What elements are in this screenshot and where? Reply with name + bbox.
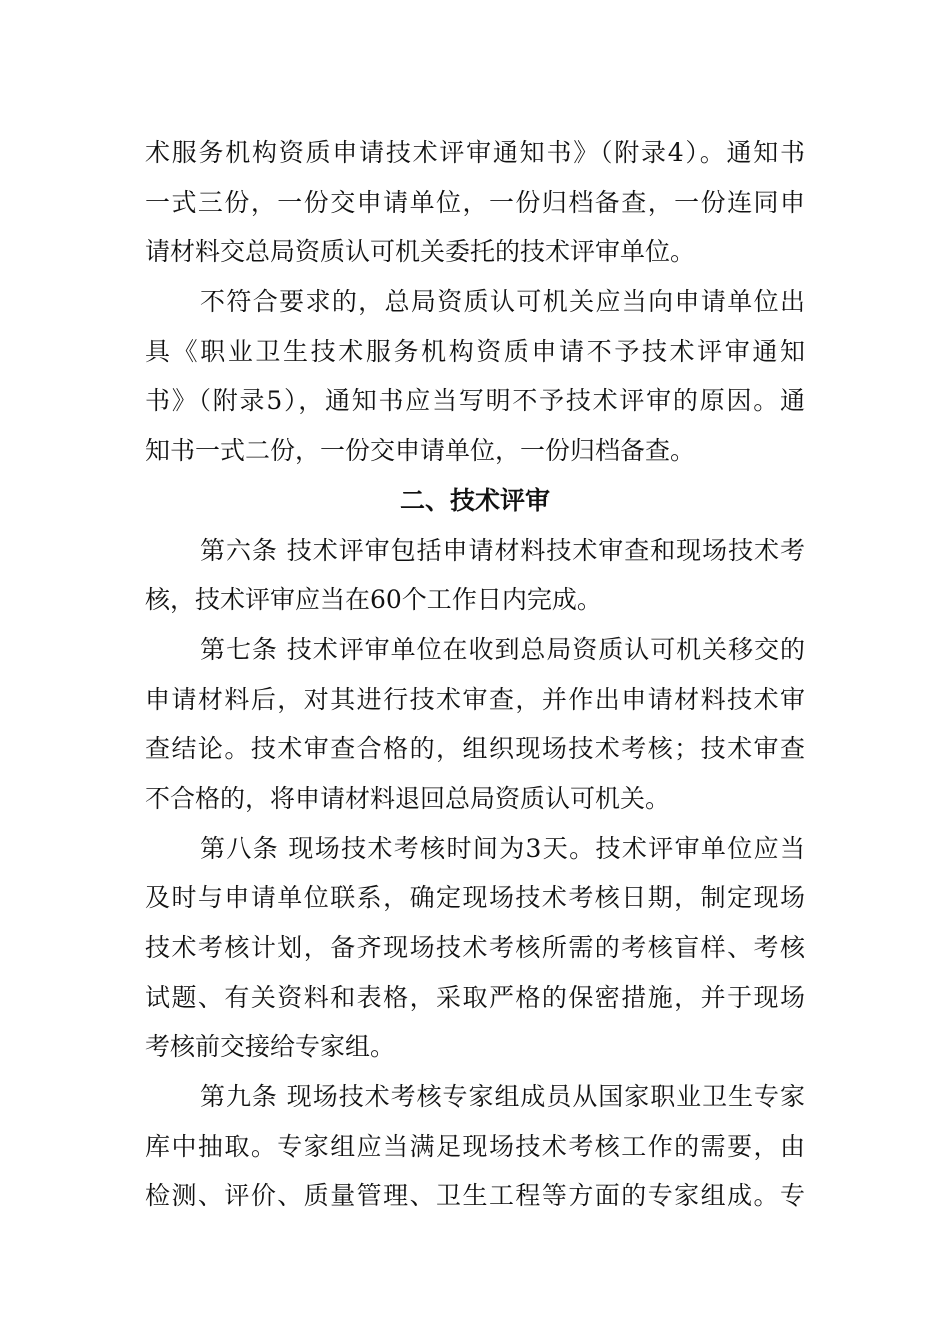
article-7 [145, 625, 805, 824]
text-line: 一式三份，一份交申请单位，一份归档备查，一份连同申 [145, 187, 805, 217]
text-line: 第八条 现场技术考核时间为3天。技术评审单位应当 [200, 833, 805, 863]
text-line: 不符合要求的，总局资质认可机关应当向申请单位出 [200, 287, 805, 317]
text-line: 试题、有关资料和表格，采取严格的保密措施，并于现场 [145, 982, 805, 1012]
text-line: 知书一式二份，一份交申请单位，一份归档备查。 [145, 436, 696, 466]
text-line: 查结论。技术审查合格的，组织现场技术考核；技术审查 [145, 734, 805, 764]
text-line: 不合格的，将申请材料退回总局资质认可机关。 [145, 783, 671, 813]
text-line: 核，技术评审应当在60个工作日内完成。 [145, 585, 602, 615]
text-line: 第九条 现场技术考核专家组成员从国家职业卫生专家 [200, 1082, 805, 1112]
article-9 [145, 1072, 805, 1221]
article-6 [145, 526, 805, 625]
article-8 [145, 824, 805, 1072]
text-line: 请材料交总局资质认可机关委托的技术评审单位。 [145, 237, 696, 267]
text-line: 申请材料后，对其进行技术审查，并作出申请材料技术审 [145, 684, 805, 714]
text-line: 库中抽取。专家组应当满足现场技术考核工作的需要，由 [145, 1131, 805, 1161]
text-line: 术服务机构资质申请技术评审通知书》（附录4）。通知书 [145, 138, 805, 167]
paragraph-rejection [145, 277, 805, 476]
section-heading: 二、技术评审 [399, 485, 550, 515]
text-line: 具《职业卫生技术服务机构资质申请不予技术评审通知 [145, 336, 805, 366]
text-line: 检测、评价、质量管理、卫生工程等方面的专家组成。专 [145, 1181, 805, 1211]
paragraph-continuation [145, 128, 805, 277]
text-line: 考核前交接给专家组。 [145, 1032, 396, 1062]
text-line: 第七条 技术评审单位在收到总局资质认可机关移交的 [200, 634, 805, 664]
text-line: 及时与申请单位联系，确定现场技术考核日期，制定现场 [145, 883, 805, 913]
text-line: 第六条 技术评审包括申请材料技术审查和现场技术考 [200, 535, 805, 565]
text-line: 书》（附录5），通知书应当写明不予技术评审的原因。通 [145, 386, 805, 416]
text-line: 技术考核计划，备齐现场技术考核所需的考核盲样、考核 [145, 933, 805, 962]
document-body [145, 128, 805, 1221]
